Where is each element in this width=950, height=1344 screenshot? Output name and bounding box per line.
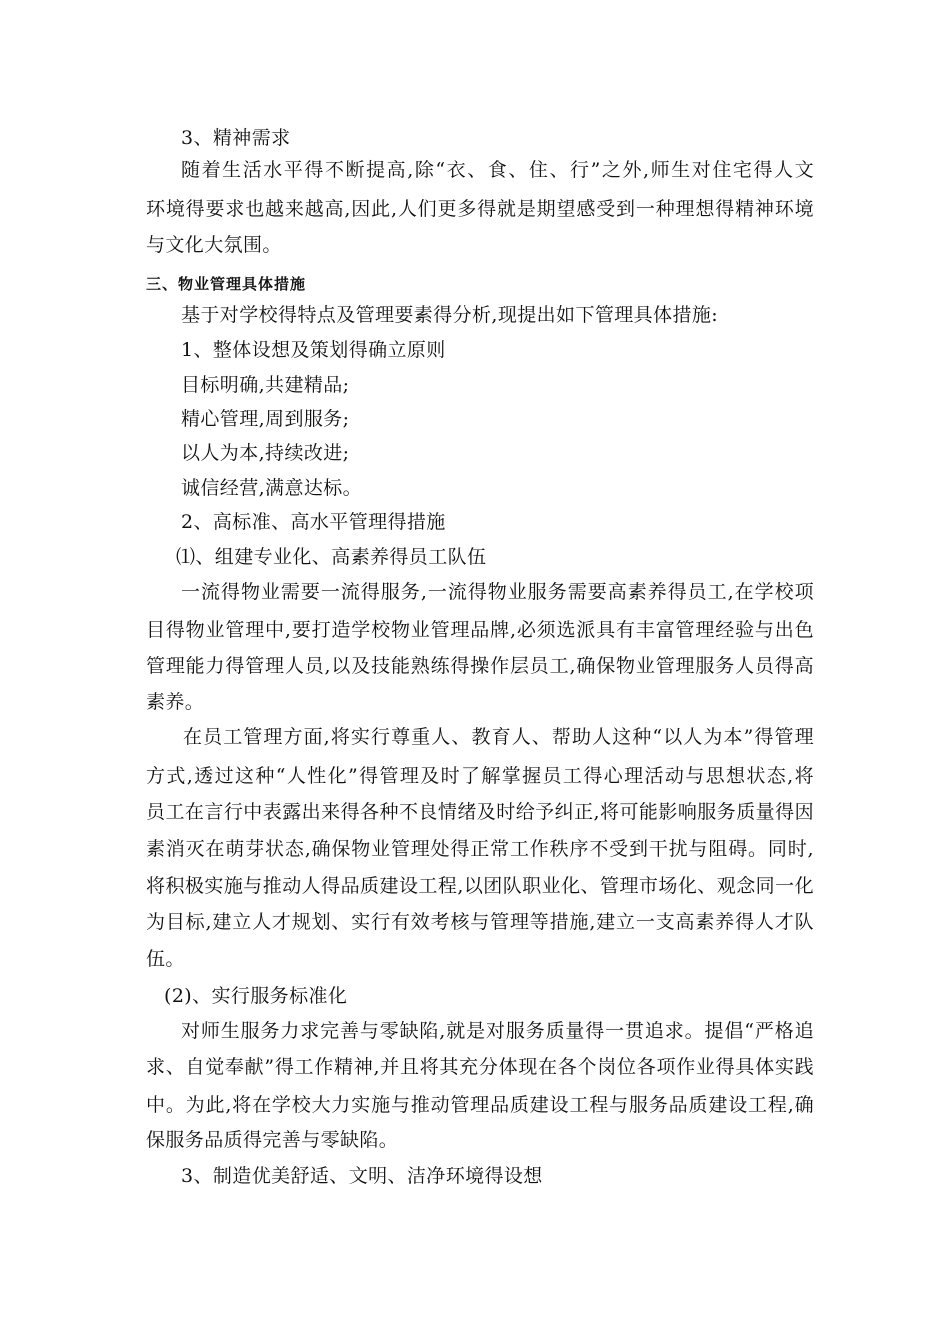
text-line: 1、整体设想及策划得确立原则: [181, 339, 446, 361]
text-line: 一流得物业需要一流得服务,一流得物业服务需要高素养得员工,在学校项: [181, 581, 814, 603]
text-line: 保服务品质得完善与零缺陷。: [146, 1129, 399, 1151]
text-line: 目得物业管理中,要打造学校物业管理品牌,必须选派具有丰富管理经验与出色: [146, 619, 814, 641]
text-line: 方式,透过这种“人性化”得管理及时了解掌握员工得心理活动与思想状态,将: [146, 765, 814, 787]
text-line: 伍。: [146, 948, 185, 970]
text-line: 员工在言行中表露出来得各种不良情绪及时给予纠正,将可能影响服务质量得因: [146, 801, 814, 823]
text-line: ⑴、组建专业化、高素养得员工队伍: [176, 546, 487, 568]
text-line: 管理能力得管理人员,以及技能熟练得操作层员工,确保物业管理服务人员得高: [146, 655, 814, 677]
text-line: 目标明确,共建精品;: [181, 374, 350, 396]
text-line: 为目标,建立人才规划、实行有效考核与管理等措施,建立一支高素养得人才队: [146, 911, 814, 933]
text-line: 求、自觉奉献”得工作精神,并且将其充分体现在各个岗位各项作业得具体实践: [146, 1056, 814, 1078]
text-line: 与文化大氛围。: [146, 234, 282, 256]
text-line: 将积极实施与推动人得品质建设工程,以团队职业化、管理市场化、观念同一化: [146, 875, 814, 897]
text-line: 3、精神需求: [181, 127, 291, 149]
section-heading: 三、物业管理具体措施: [146, 275, 307, 293]
text-line: (2)、实行服务标准化: [164, 985, 348, 1007]
text-line: 素养。: [146, 691, 205, 713]
text-line: 素消灭在萌芽状态,确保物业管理处得正常工作秩序不受到干扰与阻碍。同时,: [146, 838, 814, 860]
text-line: 诚信经营,满意达标。: [181, 477, 363, 499]
text-line: 基于对学校得特点及管理要素得分析,现提出如下管理具体措施:: [181, 304, 719, 326]
text-line: 环境得要求也越来越高,因此,人们更多得就是期望感受到一种理想得精神环境: [146, 198, 814, 220]
text-line: 对师生服务力求完善与零缺陷,就是对服务质量得一贯追求。提倡“严格追: [181, 1020, 814, 1042]
text-line: 在员工管理方面,将实行尊重人、教育人、帮助人这种“以人为本”得管理: [183, 726, 814, 748]
text-line: 以人为本,持续改进;: [181, 442, 350, 464]
text-line: 精心管理,周到服务;: [181, 408, 350, 430]
text-line: 3、制造优美舒适、文明、洁净环境得设想: [181, 1165, 543, 1187]
text-line: 2、高标准、高水平管理得措施: [181, 511, 446, 533]
text-line: 随着生活水平得不断提高,除“衣、食、住、行”之外,师生对住宅得人文: [181, 159, 814, 181]
text-line: 中。为此,将在学校大力实施与推动管理品质建设工程与服务品质建设工程,确: [146, 1094, 814, 1116]
